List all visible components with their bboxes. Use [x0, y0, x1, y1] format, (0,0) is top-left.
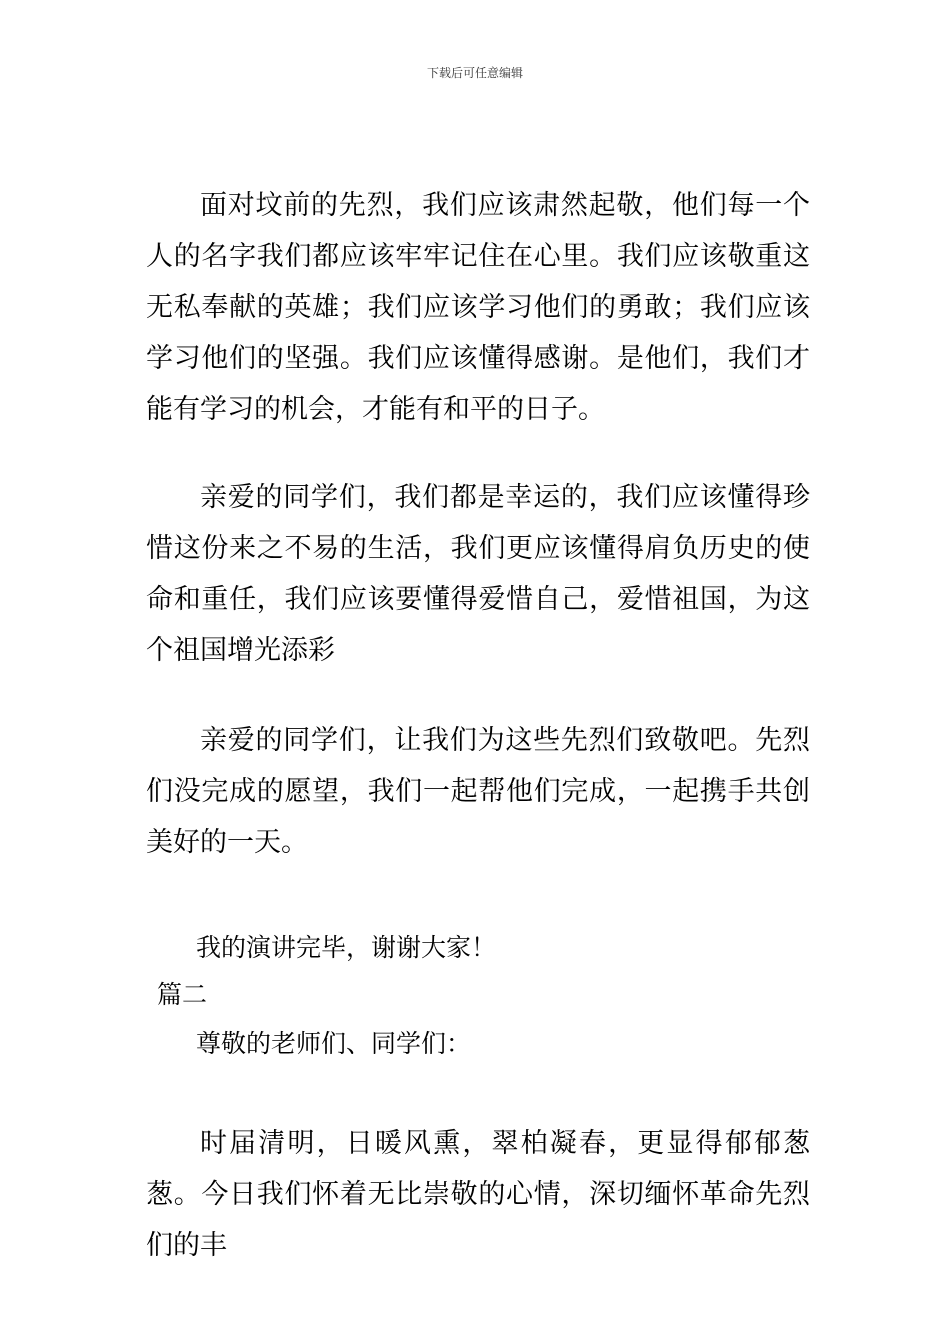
- page-header: 下载后可任意编辑: [426, 66, 523, 80]
- paragraph-3: 亲爱的同学们，让我们为这些先烈们致敬吧。先烈们没完成的愿望，我们一起帮他们完成，一起携手共创美好的一天。: [146, 725, 810, 858]
- closing-line: 我的演讲完毕，谢谢大家！: [196, 933, 497, 962]
- paragraph-1: 面对坟前的先烈，我们应该肃然起敬，他们每一个人的名字我们都应该牢牢记住在心里。我们应该敬重这无私奉献的英雄；我们应该学习他们的勇敢；我们应该学习他们的坚强。我们应该懂得感谢。是他们，我们才能有学习的机会，才能有和平的日子。: [146, 190, 810, 425]
- greeting-line: 尊敬的老师们、同学们：: [196, 1029, 472, 1058]
- paragraph-4: 时届清明，日暖风熏，翠柏凝春，更显得郁郁葱葱。今日我们怀着无比崇敬的心情，深切缅怀革命先烈们的丰: [146, 1128, 810, 1261]
- paragraph-2: 亲爱的同学们，我们都是幸运的，我们应该懂得珍惜这份来之不易的生活，我们更应该懂得肩负历史的使命和重任，我们应该要懂得爱惜自己，爱惜祖国，为这个祖国增光添彩: [146, 482, 810, 666]
- section-title: 篇二: [157, 980, 208, 1009]
